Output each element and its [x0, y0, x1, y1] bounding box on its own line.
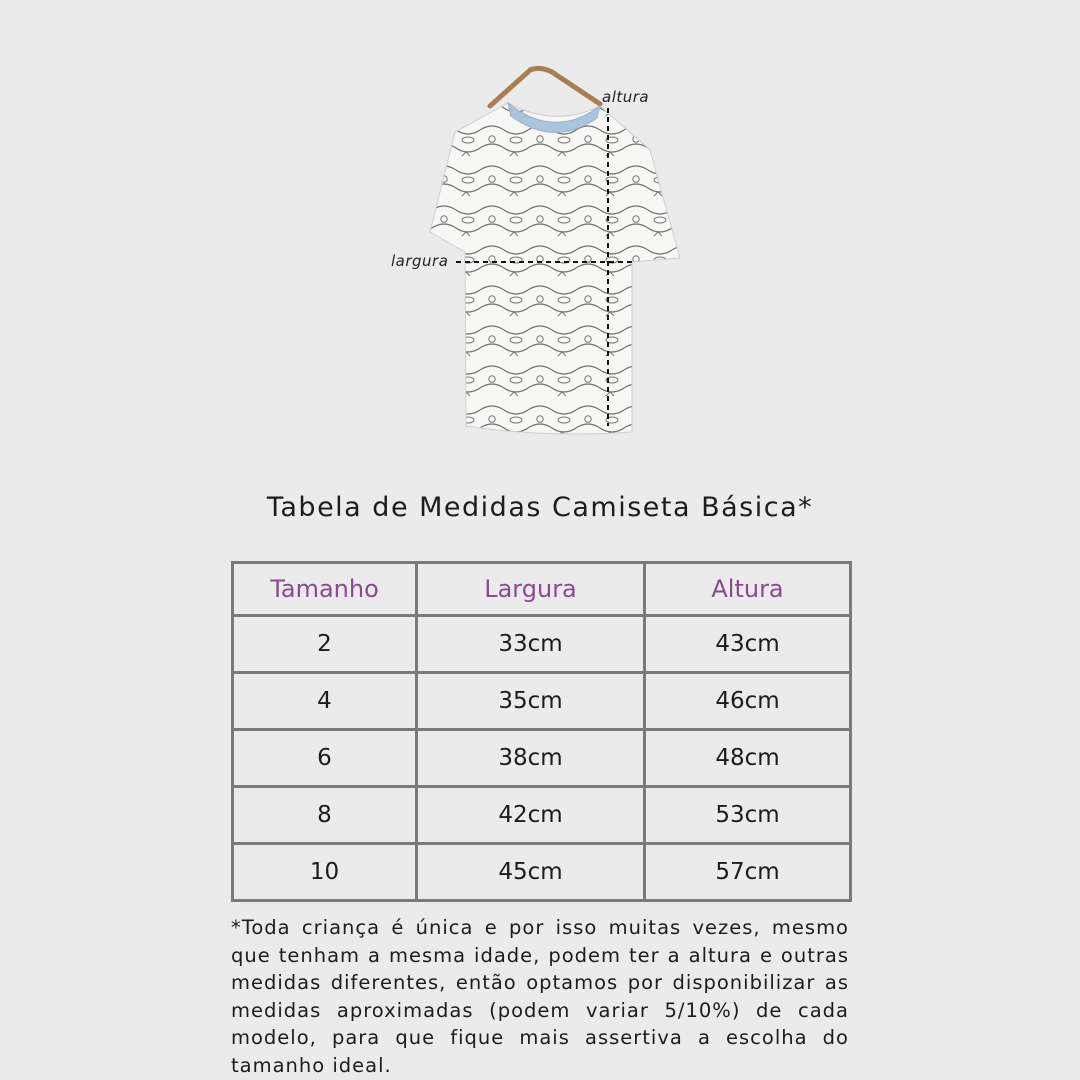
- cell-width: 38cm: [417, 730, 645, 787]
- cell-width: 45cm: [417, 844, 645, 901]
- header-size: Tamanho: [233, 563, 417, 616]
- size-table: [231, 561, 852, 902]
- cell-height: 43cm: [645, 616, 851, 673]
- cell-size: 6: [233, 730, 417, 787]
- cell-height: 46cm: [645, 673, 851, 730]
- header-width: Largura: [417, 563, 645, 616]
- hanger-icon: [490, 68, 600, 106]
- cell-width: 35cm: [417, 673, 645, 730]
- cell-size: 4: [233, 673, 417, 730]
- tshirt-image: [430, 103, 680, 434]
- table-row: [233, 844, 851, 901]
- cell-size: 2: [233, 616, 417, 673]
- header-height: Altura: [645, 563, 851, 616]
- footnote: *Toda criança é única e por isso muitas vezes, mesmo que tenham a mesma idade, podem ter a altura e outras medidas diferentes, então optamos por disponibilizar as medidas aproximadas (podem variar 5/10%) de cada modelo, para que fique mais assertiva a escolha do tamanho ideal.: [231, 916, 849, 1077]
- table-row: [233, 616, 851, 673]
- cell-height: 53cm: [645, 787, 851, 844]
- tshirt-measurement-figure: [380, 62, 690, 442]
- table-row: [233, 673, 851, 730]
- table-row: [233, 730, 851, 787]
- table-row: [233, 787, 851, 844]
- cell-size: 8: [233, 787, 417, 844]
- height-label: altura: [602, 88, 650, 106]
- page-title: Tabela de Medidas Camiseta Básica*: [266, 492, 814, 523]
- cell-width: 42cm: [417, 787, 645, 844]
- cell-size: 10: [233, 844, 417, 901]
- cell-width: 33cm: [417, 616, 645, 673]
- width-label: largura: [391, 252, 449, 270]
- cell-height: 48cm: [645, 730, 851, 787]
- table-header-row: [233, 563, 851, 616]
- cell-height: 57cm: [645, 844, 851, 901]
